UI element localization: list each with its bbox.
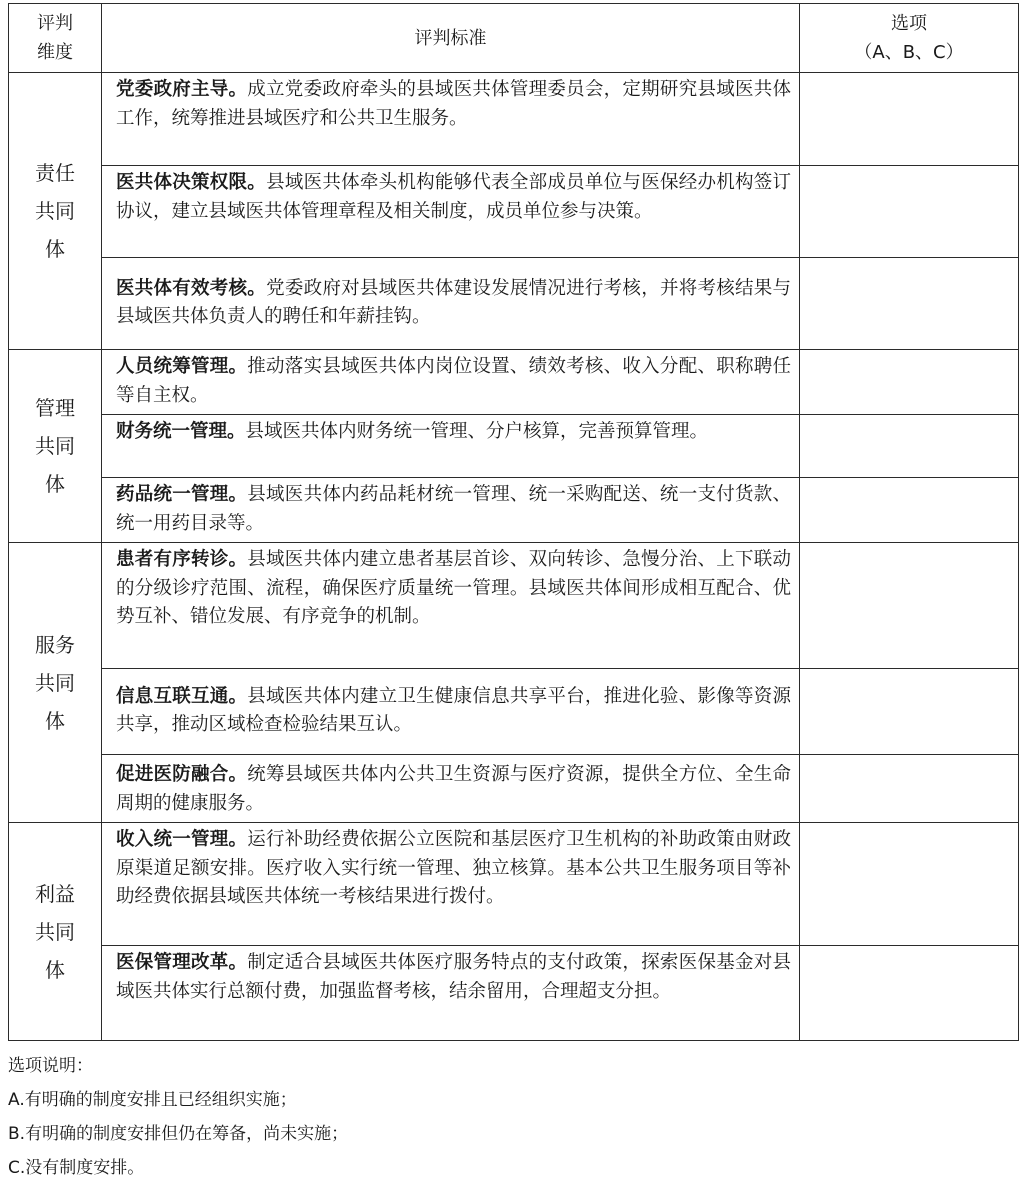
- criteria-text: 运行补助经费依据公立医院和基层医疗卫生机构的补助政策由财政原渠道足额安排。医疗收入实行统一管理、独立核算。基本公共卫生服务项目等补助经费依据县域医共体统一考核结果进行拨付。: [116, 829, 791, 907]
- criteria-text: 统筹县域医共体内公共卫生资源与医疗资源，提供全方位、全生命周期的健康服务。: [116, 764, 791, 814]
- header-dimension-line: 评判: [37, 13, 73, 34]
- option-input-cell[interactable]: [800, 543, 1019, 669]
- dimension-text: 共同: [35, 670, 75, 695]
- criteria-cell: [102, 166, 800, 258]
- note-option-c: C.没有制度安排。: [8, 1158, 145, 1178]
- criteria-title: 医共体有效考核。: [116, 277, 267, 299]
- option-input-cell[interactable]: [800, 73, 1019, 166]
- option-notes: [8, 1049, 348, 1185]
- criteria-cell: [102, 946, 800, 1041]
- note-option-a: A.有明确的制度安排且已经组织实施；: [8, 1090, 297, 1110]
- dimension-text: 体: [45, 472, 65, 496]
- option-input-cell[interactable]: [800, 478, 1019, 543]
- criteria-text: 制定适合县域医共体医疗服务特点的支付政策，探索医保基金对县域医共体实行总额付费，加强监督考核，结余留用，合理超支分担。: [116, 952, 791, 1002]
- criteria-cell: [102, 73, 800, 166]
- table-row: [9, 755, 1019, 823]
- dimension-text: 共同: [35, 434, 75, 458]
- dimension-cell: [9, 543, 102, 823]
- criteria-title: 人员统筹管理。: [116, 356, 248, 377]
- criteria-text: 县域医共体内药品耗材统一管理、统一采购配送、统一支付货款、统一用药目录等。: [116, 484, 791, 534]
- criteria-text: 党委政府对县域医共体建设发展情况进行考核，并将考核结果与县域医共体负责人的聘任和年薪挂钩。: [116, 277, 791, 327]
- criteria-title: 收入统一管理。: [116, 829, 248, 850]
- criteria-title: 药品统一管理。: [116, 484, 248, 505]
- table-row: [9, 73, 1019, 166]
- header-dimension: [9, 4, 102, 73]
- criteria-text: 成立党委政府牵头的县域医共体管理委员会，定期研究县域医共体工作，统筹推进县域医疗和公共卫生服务。: [116, 79, 791, 129]
- criteria-title: 促进医防融合。: [116, 764, 248, 785]
- option-input-cell[interactable]: [800, 258, 1019, 350]
- criteria-cell: [102, 543, 800, 669]
- table-row: [9, 543, 1019, 669]
- criteria-cell: [102, 755, 800, 823]
- table-row: [9, 478, 1019, 543]
- dimension-text: 服务: [35, 632, 75, 657]
- criteria-title: 医共体决策权限。: [116, 172, 267, 193]
- evaluation-table: [8, 3, 1019, 1041]
- header-options-line: 选项: [891, 13, 927, 34]
- option-input-cell[interactable]: [800, 350, 1019, 415]
- criteria-title: 医保管理改革。: [116, 952, 248, 973]
- criteria-title: 信息互联互通。: [116, 685, 248, 707]
- evaluation-sheet: [8, 3, 1018, 1041]
- header-criteria: 评判标准: [102, 4, 800, 73]
- dimension-text: 共同: [35, 919, 75, 944]
- criteria-cell: [102, 258, 800, 350]
- criteria-title: 财务统一管理。: [116, 421, 246, 442]
- criteria-text: 县域医共体内财务统一管理、分户核算，完善预算管理。: [245, 421, 709, 442]
- table-row: [9, 258, 1019, 350]
- dimension-text: 体: [45, 957, 65, 982]
- table-row: [9, 669, 1019, 755]
- table-row: [9, 350, 1019, 415]
- option-input-cell[interactable]: [800, 669, 1019, 755]
- option-input-cell[interactable]: [800, 166, 1019, 258]
- dimension-text: 利益: [35, 881, 75, 906]
- option-input-cell[interactable]: [800, 946, 1019, 1041]
- criteria-cell: [102, 823, 800, 946]
- table-row: [9, 166, 1019, 258]
- header-options-line: （A、B、C）: [854, 42, 964, 63]
- criteria-text: 县域医共体内建立卫生健康信息共享平台，推进化验、影像等资源共享，推动区域检查检验结果互认。: [116, 685, 791, 735]
- option-input-cell[interactable]: [800, 823, 1019, 946]
- criteria-text: 推动落实县域医共体内岗位设置、绩效考核、收入分配、职称聘任等自主权。: [116, 356, 791, 406]
- note-option-b: B.有明确的制度安排但仍在筹备，尚未实施；: [8, 1124, 349, 1144]
- criteria-cell: [102, 350, 800, 415]
- dimension-cell: [9, 73, 102, 350]
- dimension-text: 体: [45, 708, 65, 733]
- criteria-cell: [102, 415, 800, 478]
- criteria-cell: [102, 478, 800, 543]
- option-input-cell[interactable]: [800, 755, 1019, 823]
- notes-heading: 选项说明：: [8, 1056, 93, 1076]
- criteria-text: 县域医共体内建立患者基层首诊、双向转诊、急慢分治、上下联动的分级诊疗范围、流程，确保医疗质量统一管理。县域医共体间形成相互配合、优势互补、错位发展、有序竞争的机制。: [116, 549, 791, 627]
- criteria-title: 党委政府主导。: [116, 79, 248, 100]
- dimension-cell: [9, 823, 102, 1041]
- criteria-cell: [102, 669, 800, 755]
- table-row: [9, 946, 1019, 1041]
- criteria-title: 患者有序转诊。: [116, 549, 248, 570]
- table-header-row: [9, 4, 1019, 73]
- option-input-cell[interactable]: [800, 415, 1019, 478]
- dimension-text: 体: [45, 237, 65, 261]
- header-options: [800, 4, 1019, 73]
- dimension-cell: [9, 350, 102, 543]
- table-row: [9, 823, 1019, 946]
- dimension-text: 管理: [35, 396, 75, 420]
- table-row: [9, 415, 1019, 478]
- header-dimension-line: 维度: [37, 42, 73, 63]
- dimension-text: 共同: [35, 199, 75, 223]
- dimension-text: 责任: [35, 161, 75, 185]
- criteria-text: 县域医共体牵头机构能够代表全部成员单位与医保经办机构签订协议，建立县域医共体管理章程及相关制度，成员单位参与决策。: [116, 172, 791, 222]
